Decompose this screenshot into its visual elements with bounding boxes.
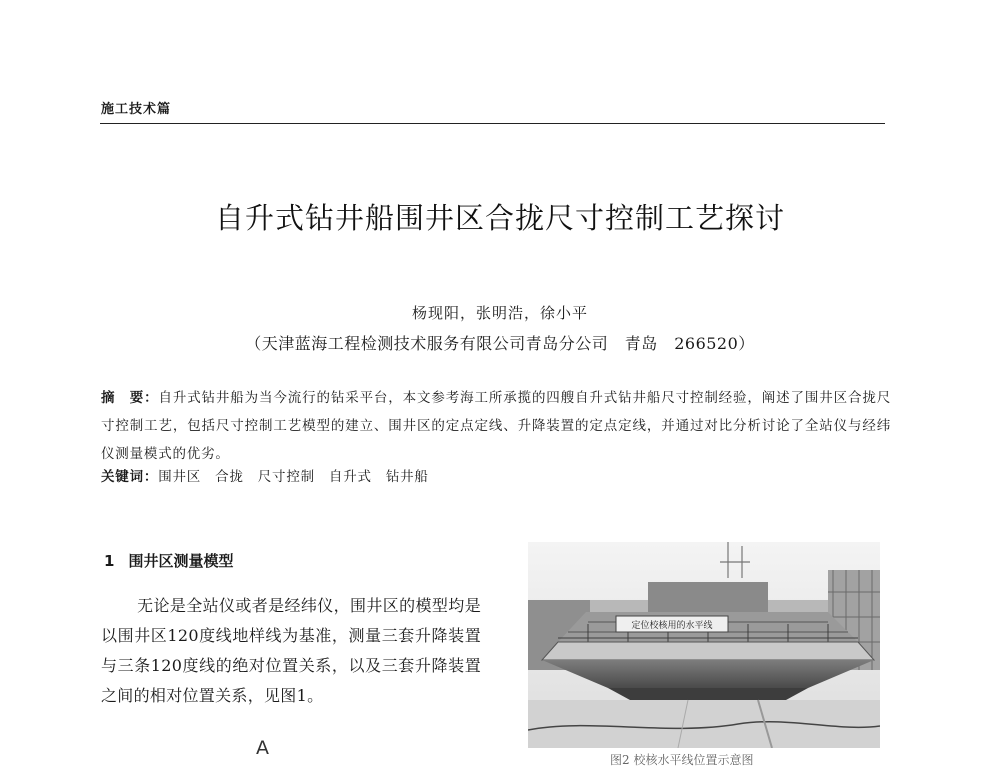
keyword: 尺寸控制 [257, 469, 315, 485]
author-affiliation: （天津蓝海工程检测技术服务有限公司青岛分公司 青岛 266520） [245, 334, 755, 353]
keywords-label: 关键词： [101, 469, 159, 485]
abstract [101, 384, 891, 468]
body-paragraph-text: 无论是全站仪或者是经纬仪，围井区的模型均是以围井区120度线地样线为基准，测量三套升降装置与三条120度线的绝对位置关系，以及三套升降装置之间的相对位置关系，见图1。 [101, 596, 481, 705]
header-rule [100, 123, 885, 124]
section-title: 围井区测量模型 [128, 552, 234, 570]
keyword: 钻井船 [385, 469, 429, 485]
paper-title: 自升式钻井船围井区合拢尺寸控制工艺探讨 [214, 201, 785, 235]
running-header: 施工技术篇 [101, 102, 172, 117]
keyword: 自升式 [328, 469, 372, 485]
list-marker: A [256, 737, 269, 759]
figure-sign-text: 定位校核用的水平线 [631, 621, 713, 631]
abstract-label: 摘 要： [101, 390, 159, 406]
abstract-text: 自升式钻井船为当今流行的钻采平台，本文参考海工所承揽的四艘自升式钻井船尺寸控制经验，阐述了围井区合拢尺寸控制工艺，包括尺寸控制工艺模型的建立、围井区的定点定线、升降装置的定点定线，并通过对比分析讨论了全站仪与经纬仪测量模式的优劣。 [101, 390, 891, 462]
figure-photo [528, 542, 880, 748]
figure-caption: 图2 校核水平线位置示意图 [610, 753, 754, 767]
section-number: 1 [104, 552, 115, 570]
keyword: 合拢 [215, 469, 244, 485]
author-list: 杨现阳，张明浩，徐小平 [411, 304, 588, 322]
keywords [101, 465, 443, 485]
keyword: 围井区 [158, 469, 202, 485]
body-paragraph [101, 591, 481, 711]
section-heading [104, 550, 233, 571]
